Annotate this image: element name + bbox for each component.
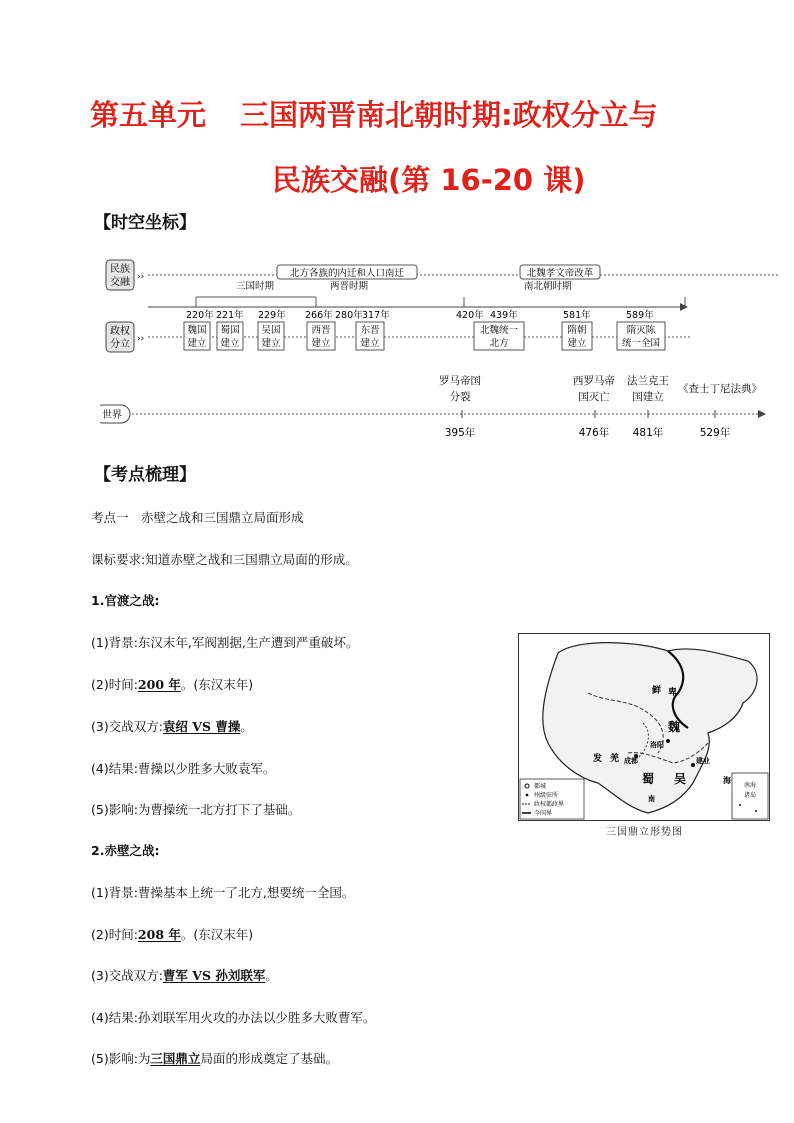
chibi-time: (2)时间:208 年。(东汉末年) — [91, 927, 254, 942]
three-kingdoms-map — [518, 633, 770, 821]
svg-text:建立: 建立 — [220, 338, 240, 349]
svg-text:476年: 476年 — [578, 427, 610, 439]
map-label: 洛阳 — [650, 741, 664, 749]
year-labels — [186, 309, 654, 321]
svg-text:隋朝: 隋朝 — [567, 325, 587, 336]
year-label: 266年 — [305, 310, 333, 321]
reform-box — [520, 265, 600, 279]
period-jin: 两晋时期 — [330, 281, 369, 292]
svg-text:分立: 分立 — [110, 339, 130, 350]
map-label: 魏 — [668, 720, 681, 734]
row-label-ethnic — [106, 260, 134, 290]
chibi-sides: (3)交战双方:曹军 VS 孙刘联军。 — [91, 968, 278, 983]
event-wu — [258, 322, 284, 350]
page-title-line1: 第五单元 三国两晋南北朝时期:政权分立与 — [90, 98, 658, 132]
svg-text:建立: 建立 — [261, 338, 281, 349]
map-label: 发 — [593, 754, 603, 764]
map-label: 南 — [648, 795, 655, 803]
svg-text:统一全国: 统一全国 — [621, 338, 661, 349]
year-label: 420年 — [456, 310, 484, 321]
svg-text:东晋: 东晋 — [360, 325, 380, 336]
svg-text:分裂: 分裂 — [449, 391, 471, 403]
section-guandu-title: 1.官渡之战: — [91, 593, 160, 608]
svg-text:诸岛: 诸岛 — [744, 792, 757, 799]
chibi-effect: (5)影响:为三国鼎立局面的形成奠定了基础。 — [91, 1051, 338, 1066]
svg-text:都城: 都城 — [534, 783, 547, 790]
svg-text:481年: 481年 — [632, 427, 664, 439]
year-label: 280年 — [335, 310, 363, 321]
svg-text:州级驻所: 州级驻所 — [534, 792, 559, 799]
svg-text:法兰克王: 法兰克王 — [627, 375, 669, 387]
guandu-background: (1)背景:东汉末年,军阀割据,生产遭到严重破坏。 — [91, 635, 359, 650]
section-chibi-title: 2.赤壁之战: — [91, 843, 160, 858]
map-label: 鲜 — [652, 686, 662, 696]
guandu-result: (4)结果:曹操以少胜多大败袁军。 — [91, 761, 276, 776]
map-label: 吴 — [674, 772, 687, 786]
migration-box — [277, 265, 417, 279]
map-label: 成都 — [624, 757, 638, 765]
timeline-diagram — [100, 250, 780, 450]
svg-text:››: ›› — [137, 272, 145, 282]
svg-text:建立: 建立 — [187, 338, 207, 349]
requirement: 课标要求:知道赤壁之战和三国鼎立局面的形成。 — [91, 552, 358, 567]
svg-text:吴国: 吴国 — [261, 325, 281, 336]
year-label: 317年 — [362, 310, 390, 321]
svg-text:建立: 建立 — [311, 338, 331, 349]
guandu-time: (2)时间:200 年。(东汉末年) — [91, 677, 254, 692]
year-label: 220年 — [186, 310, 214, 321]
svg-text:魏国: 魏国 — [187, 325, 207, 336]
svg-text:民族: 民族 — [110, 264, 130, 275]
svg-text:529年: 529年 — [699, 427, 731, 439]
svg-text:隋灭陈: 隋灭陈 — [626, 325, 656, 336]
chibi-background: (1)背景:曹操基本上统一了北方,想要统一全国。 — [91, 885, 355, 900]
year-label: 581年 — [563, 310, 591, 321]
svg-text:《查士丁尼法典》: 《查士丁尼法典》 — [678, 383, 762, 395]
map-label: 卑 — [668, 688, 678, 698]
year-label: 439年 — [490, 310, 518, 321]
year-label: 589年 — [626, 310, 654, 321]
guandu-sides: (3)交战双方:袁绍 VS 曹操。 — [91, 719, 253, 734]
world-event-481 — [627, 374, 669, 439]
event-northern-wei — [474, 322, 524, 350]
point-title: 考点一 赤壁之战和三国鼎立局面形成 — [91, 510, 304, 525]
timeline-heading: 【时空坐标】 — [94, 213, 196, 233]
svg-text:国建立: 国建立 — [632, 391, 664, 403]
row-label-regime — [106, 322, 134, 352]
svg-text:政权都政界: 政权都政界 — [534, 801, 565, 808]
svg-text:北方各族的内迁和人口南迁: 北方各族的内迁和人口南迁 — [289, 268, 405, 279]
svg-text:南海: 南海 — [744, 782, 757, 789]
map-legend — [520, 779, 584, 819]
svg-text:罗马帝国: 罗马帝国 — [439, 375, 481, 387]
svg-text:交融: 交融 — [110, 277, 130, 288]
svg-text:世界: 世界 — [102, 410, 122, 421]
world-label — [100, 405, 130, 423]
world-event-529 — [678, 382, 762, 439]
svg-text:建立: 建立 — [360, 338, 380, 349]
svg-text:蜀国: 蜀国 — [220, 325, 240, 336]
svg-text:北魏孝文帝改革: 北魏孝文帝改革 — [526, 268, 594, 279]
page-title-line2: 民族交融(第 16-20 课) — [272, 163, 586, 197]
world-event-476 — [573, 374, 615, 439]
event-wei — [184, 322, 210, 350]
svg-text:西晋: 西晋 — [311, 325, 331, 336]
svg-text:政权: 政权 — [110, 326, 130, 337]
year-label: 229年 — [258, 310, 286, 321]
period-three-kingdoms: 三国时期 — [236, 281, 275, 292]
svg-text:建立: 建立 — [567, 338, 587, 349]
event-western-jin — [307, 322, 335, 350]
map-label: 蜀 — [642, 772, 655, 786]
svg-text:西罗马帝: 西罗马帝 — [573, 375, 615, 387]
svg-text:››: ›› — [137, 334, 145, 344]
event-shu — [217, 322, 243, 350]
chibi-result: (4)结果:孙刘联军用火攻的办法以少胜多大败曹军。 — [91, 1010, 376, 1025]
map-label: 羌 — [610, 754, 620, 764]
map-inset — [732, 773, 768, 819]
map-caption: 三国鼎立形势图 — [606, 827, 683, 838]
year-label: 221年 — [216, 310, 244, 321]
guandu-effect: (5)影响:为曹操统一北方打下了基础。 — [91, 802, 301, 817]
map-label: 建业 — [696, 757, 710, 765]
map-label: 海 — [723, 776, 731, 785]
event-sui — [562, 322, 592, 350]
event-sui-unify — [617, 322, 665, 350]
event-eastern-jin — [356, 322, 384, 350]
svg-text:395年: 395年 — [444, 427, 476, 439]
period-nanbei: 南北朝时期 — [524, 281, 572, 292]
svg-text:国灭亡: 国灭亡 — [578, 391, 610, 403]
review-heading: 【考点梳理】 — [94, 465, 196, 485]
world-event-395 — [439, 374, 481, 439]
svg-text:北方: 北方 — [489, 338, 509, 349]
svg-text:今国界: 今国界 — [534, 810, 553, 817]
svg-text:北魏统一: 北魏统一 — [479, 325, 519, 336]
